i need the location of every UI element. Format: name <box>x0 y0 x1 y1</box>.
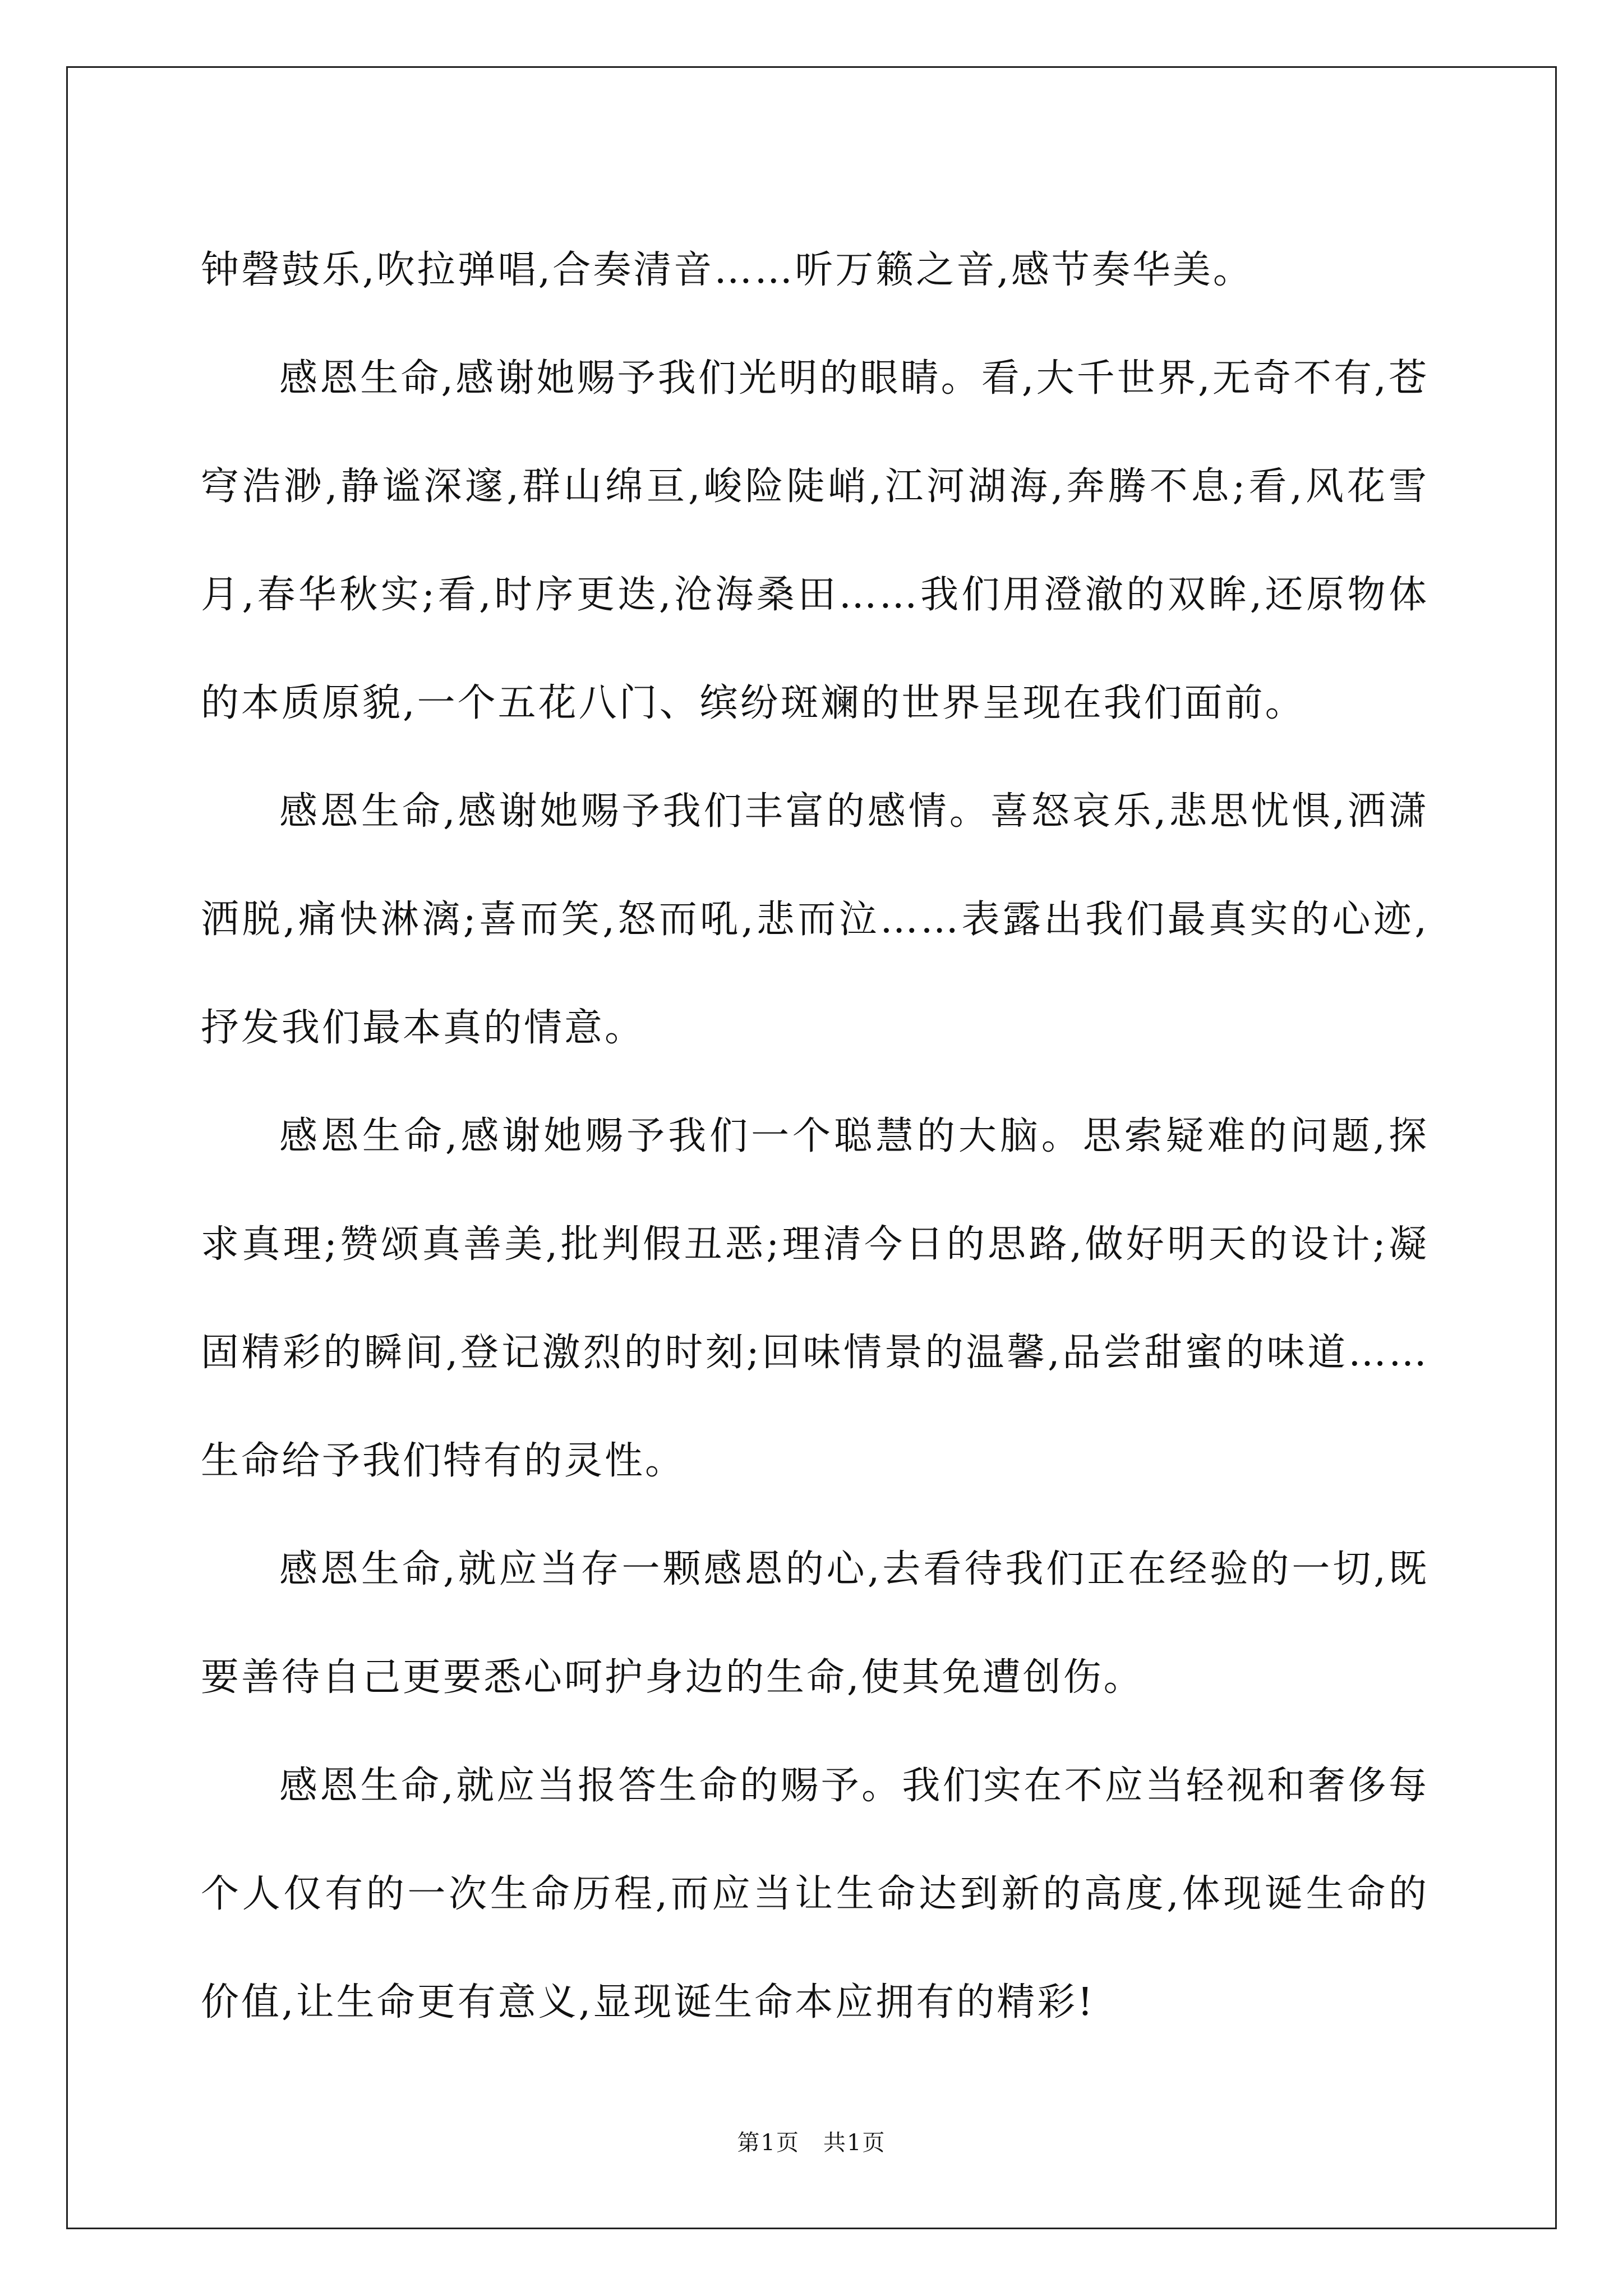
paragraph-1: 钟磬鼓乐,吹拉弹唱,合奏清音……听万籁之音,感节奏华美。 <box>201 248 1253 292</box>
paragraph-6: 感恩生命,就应当报答生命的赐予。我们实在不应当轻视和奢侈每个人仅有的一次生命历程,而应当让生命达到新的高度,体现诞生命的价值,让生命更有意义,显现诞生命本应拥有的精彩! <box>201 1764 1429 2024</box>
paragraph-2: 感恩生命,感谢她赐予我们光明的眼睛。看,大千世界,无奇不有,苍穹浩渺,静谧深邃,群山绵亘,峻险陡峭,江河湖海,奔腾不息;看,风花雪月,春华秋实;看,时序更迭,沧海桑田……我们用澄澈的双眸,还原物体的本质原貌,一个五花八门、缤纷斑斓的世界呈现在我们面前。 <box>201 356 1429 725</box>
page-number-footer: 第1页 共1页 <box>737 2130 886 2156</box>
document-body <box>201 216 1429 2056</box>
paragraph-5: 感恩生命,就应当存一颗感恩的心,去看待我们正在经验的一切,既要善待自己更要悉心呵护身边的生命,使其免遭创伤。 <box>201 1547 1429 1700</box>
paragraph-4: 感恩生命,感谢她赐予我们一个聪慧的大脑。思索疑难的问题,探求真理;赞颂真善美,批判假丑恶;理清今日的思路,做好明天的设计;凝固精彩的瞬间,登记激烈的时刻;回味情景的温馨,品尝甜蜜的味道……生命给予我们特有的灵性。 <box>201 1114 1429 1483</box>
paragraph-3: 感恩生命,感谢她赐予我们丰富的感情。喜怒哀乐,悲思忧惧,洒潇洒脱,痛快淋漓;喜而笑,怒而吼,悲而泣……表露出我们最真实的心迹,抒发我们最本真的情意。 <box>201 789 1429 1050</box>
